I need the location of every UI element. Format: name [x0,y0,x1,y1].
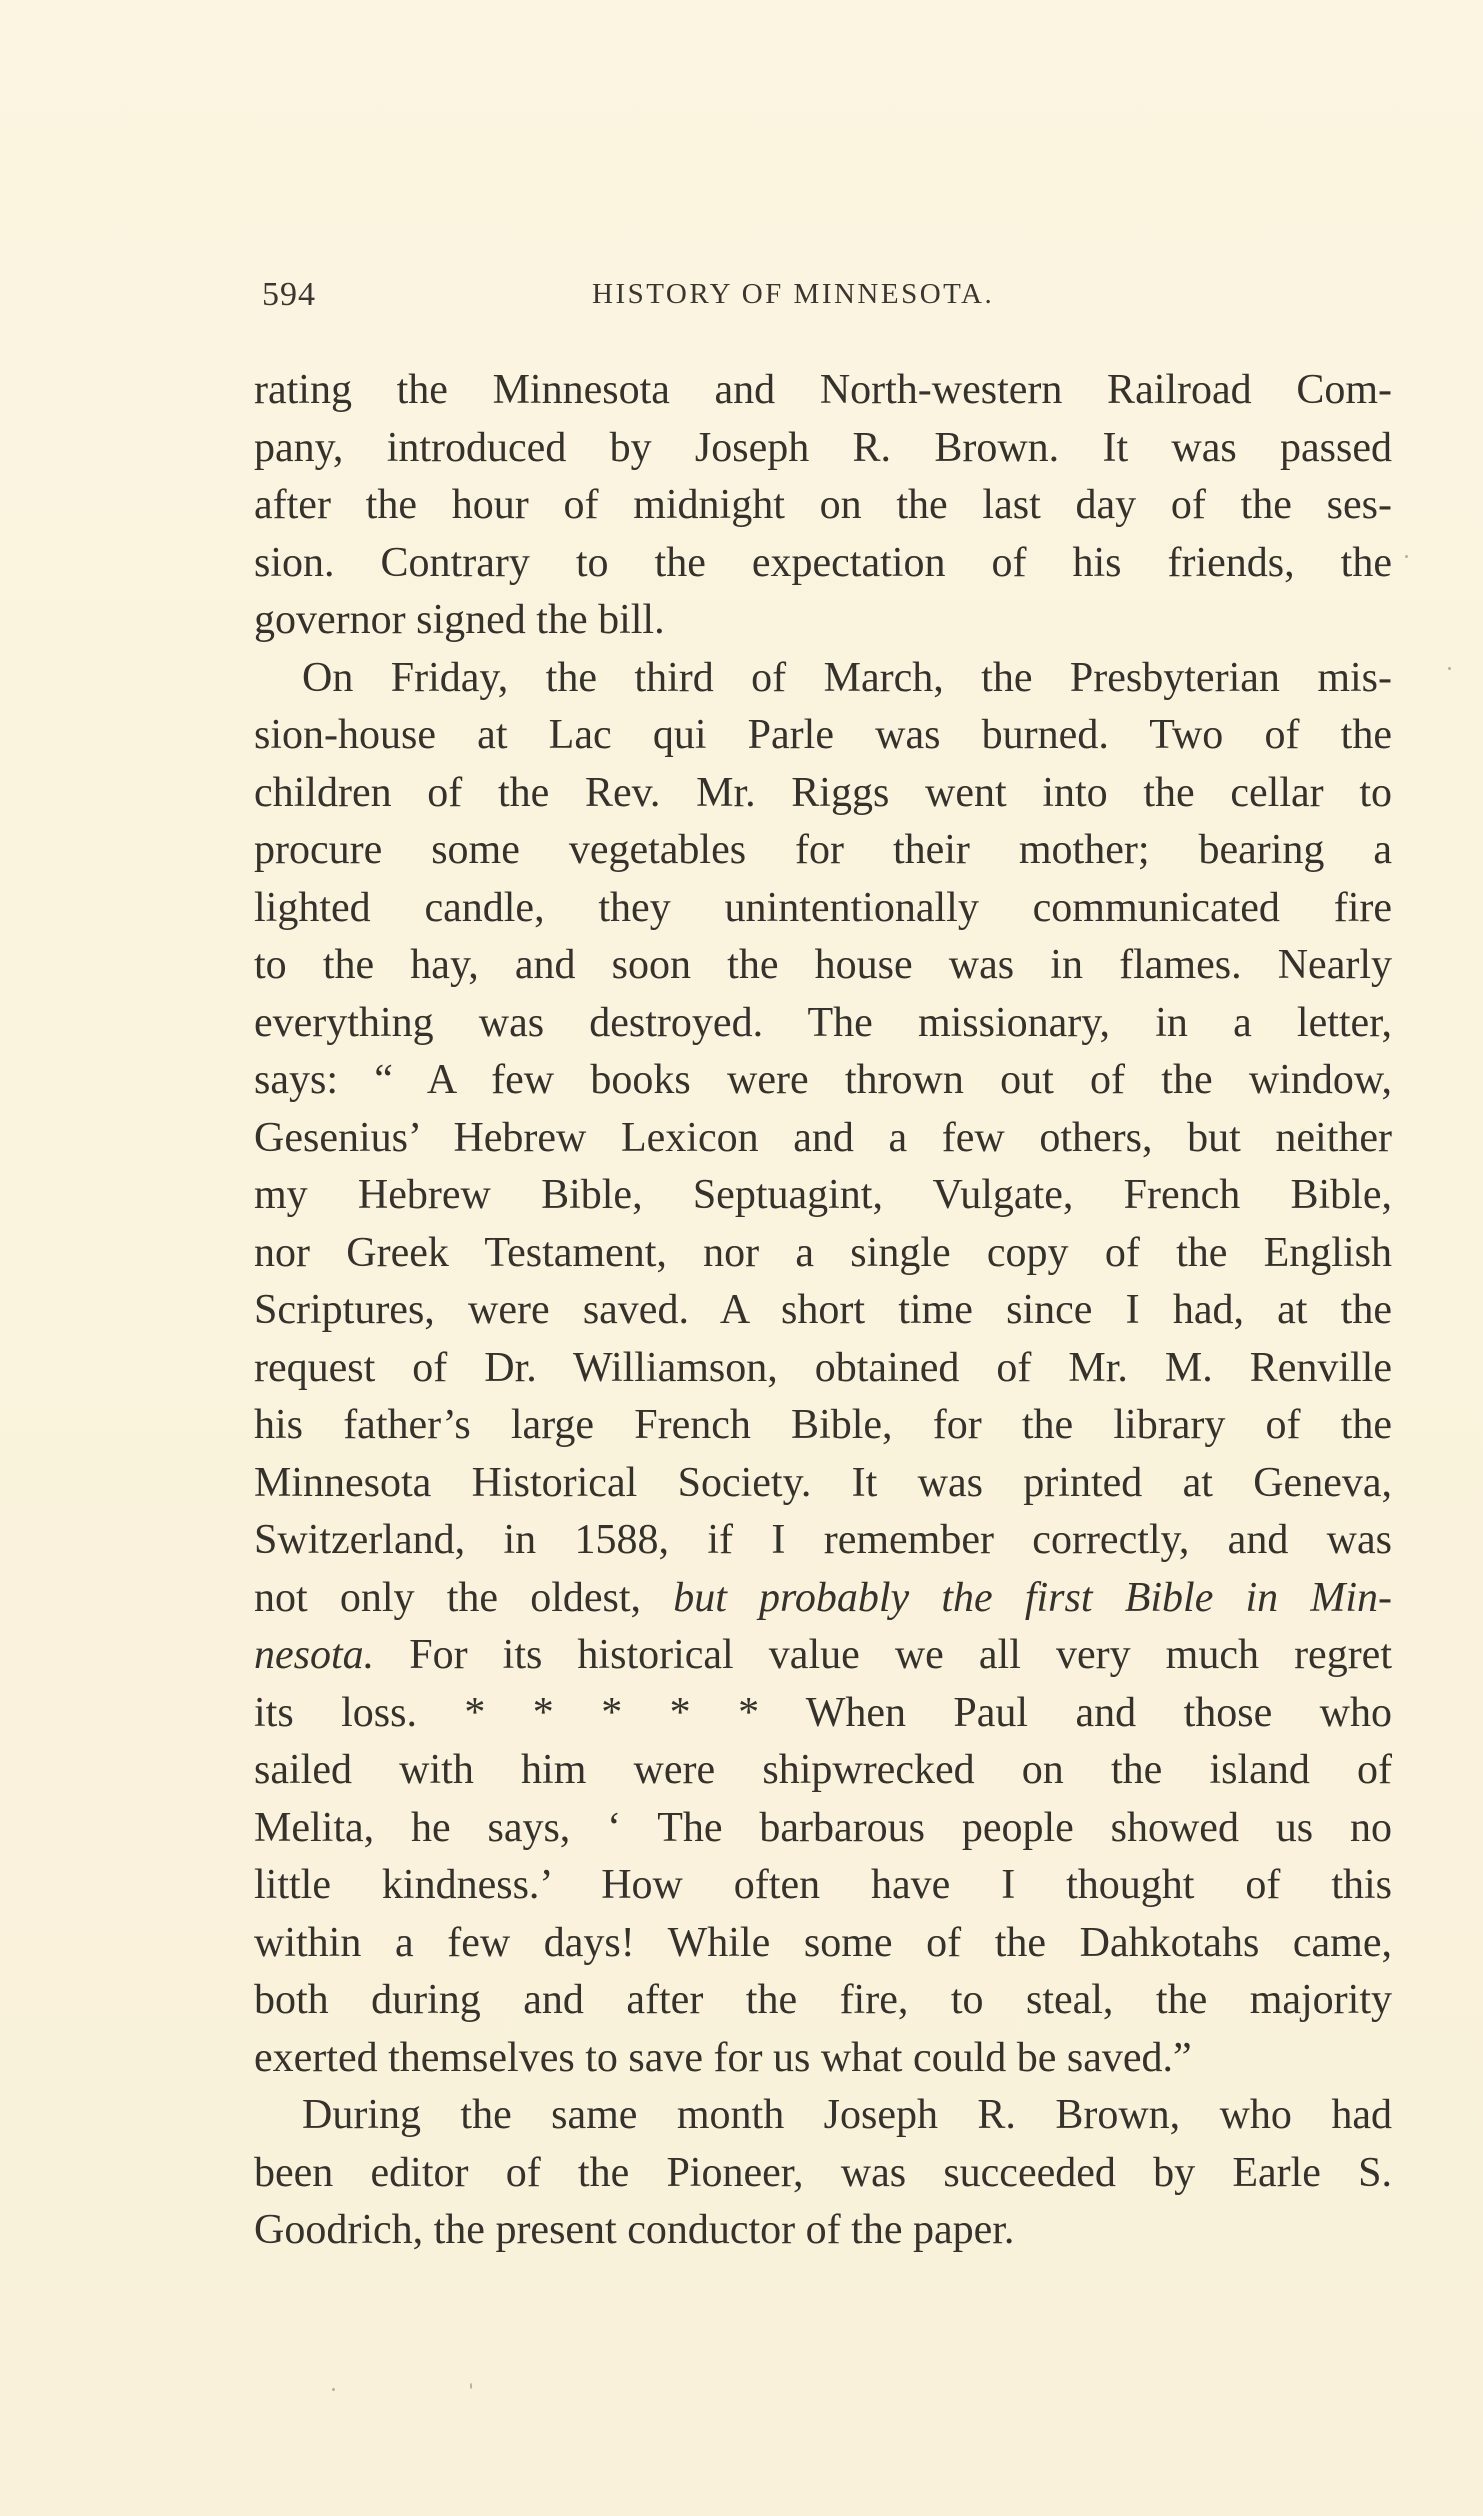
text-line: nor Greek Testament, nor a single copy of the English [254,1229,1392,1276]
text-line: request of Dr. Williamson, obtained of Mr. M. Renville [254,1344,1392,1391]
paragraph-3 [254,2087,1392,2260]
text-line: children of the Rev. Mr. Riggs went into the cellar to [254,769,1392,816]
text-line: procure some vegetables for their mother; bearing a [254,827,1392,873]
text-line: rating the Minnesota and North-western Railroad Com- [254,367,1392,413]
text-line-mixed [254,1627,1392,1685]
page-header [262,276,1314,326]
paper-speck [1405,555,1408,558]
text-line: says: “ A few books were thrown out of the window, [254,1057,1392,1103]
text-line: sion-house at Lac qui Parle was burned. Two of the [254,712,1392,758]
text-line: sailed with him were shipwrecked on the island of [254,1747,1392,1793]
text-line: Switzerland, in 1588, if I remember correctly, and was [254,1517,1392,1563]
text-line: little kindness.’ How often have I thought of this [254,1862,1392,1908]
page-number: 594 [262,276,316,313]
text-line: Melita, he says, ‘ The barbarous people showed us no [254,1804,1392,1851]
text-line: sion. Contrary to the expectation of his friends, the [254,539,1392,586]
body-text [254,362,1392,2260]
text-line: after the hour of midnight on the last day of the ses- [254,482,1392,528]
text-line: both during and after the fire, to steal, the majority [254,1977,1392,2023]
text-line: On Friday, the third of March, the Presbyterian mis- [302,654,1392,701]
text-fragment: For its historical value we all very much regret [374,1632,1392,1678]
paragraph-1 [254,362,1392,650]
text-line: Minnesota Historical Society. It was printed at Geneva, [254,1459,1392,1506]
text-line: During the same month Joseph R. Brown, who had [302,2092,1392,2138]
paper-speck [332,2388,335,2391]
text-line: his father’s large French Bible, for the library of the [254,1402,1392,1448]
italic-emphasis: but probably the first Bible in Min- [673,1574,1392,1621]
paper-speck [470,2383,472,2389]
text-line: Scriptures, were saved. A short time since I had, at the [254,1287,1392,1333]
text-line: everything was destroyed. The missionary, in a letter, [254,999,1392,1046]
text-line: exerted themselves to save for us what could be saved.” [254,2034,1192,2081]
text-line: Gesenius’ Hebrew Lexicon and a few others, but neither [254,1114,1392,1161]
paper-speck [1448,667,1451,670]
italic-emphasis: nesota. [254,1632,375,1678]
paragraph-2 [254,650,1392,2088]
text-fragment: not only the oldest, [254,1574,674,1621]
text-line: my Hebrew Bible, Septuagint, Vulgate, French Bible, [254,1172,1392,1218]
text-line: Goodrich, the present conductor of the paper. [254,2207,1015,2253]
running-title: HISTORY OF MINNESOTA. [592,278,995,310]
text-line: pany, introduced by Joseph R. Brown. It was passed [254,424,1392,471]
text-line: to the hay, and soon the house was in flames. Nearly [254,942,1392,988]
text-line-mixed [254,1570,1392,1628]
text-line: its loss. * * * * * When Paul and those who [254,1689,1392,1736]
text-line: lighted candle, they unintentionally communicated fire [254,884,1392,931]
text-line: been editor of the Pioneer, was succeeded by Earle S. [254,2149,1392,2196]
text-line: within a few days! While some of the Dahkotahs came, [254,1919,1392,1966]
text-line: governor signed the bill. [254,597,665,643]
